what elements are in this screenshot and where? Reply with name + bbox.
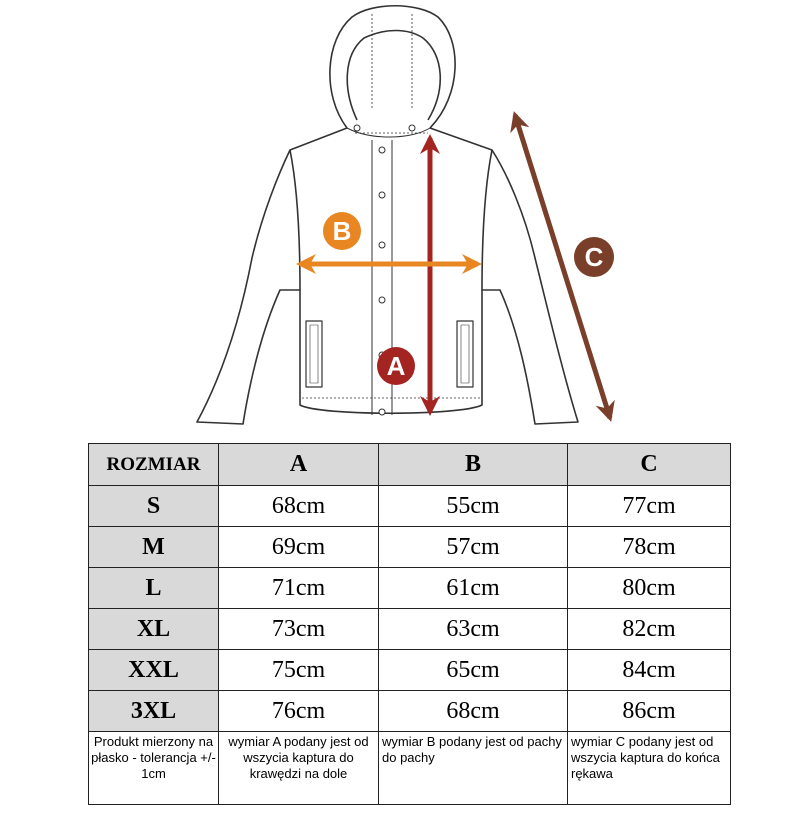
size-label: XXL: [89, 650, 219, 691]
header-c: C: [568, 444, 731, 486]
value-c: 84cm: [568, 650, 731, 691]
value-c: 80cm: [568, 568, 731, 609]
note-c: wymiar C podany jest od wszycia kaptura do końca rękawa: [568, 732, 731, 805]
value-b: 68cm: [379, 691, 568, 732]
size-label: 3XL: [89, 691, 219, 732]
size-label: M: [89, 527, 219, 568]
label-a-badge: [377, 347, 415, 385]
value-c: 78cm: [568, 527, 731, 568]
value-a: 71cm: [219, 568, 379, 609]
value-a: 68cm: [219, 486, 379, 527]
value-b: 61cm: [379, 568, 568, 609]
label-a-text: A: [386, 351, 406, 381]
size-table: [88, 443, 731, 805]
value-c: 82cm: [568, 609, 731, 650]
value-c: 86cm: [568, 691, 731, 732]
value-a: 75cm: [219, 650, 379, 691]
size-label: S: [89, 486, 219, 527]
header-a: A: [219, 444, 379, 486]
value-b: 65cm: [379, 650, 568, 691]
value-a: 69cm: [219, 527, 379, 568]
notes-row: [89, 732, 731, 805]
value-b: 63cm: [379, 609, 568, 650]
value-a: 76cm: [219, 691, 379, 732]
table-row: [89, 486, 731, 527]
value-a: 73cm: [219, 609, 379, 650]
label-c-text: C: [584, 242, 604, 272]
header-size: ROZMIAR: [89, 444, 219, 486]
note-general: Produkt mierzony na płasko - tolerancja +/- 1cm: [89, 732, 219, 805]
note-a: wymiar A podany jest od wszycia kaptura do krawędzi na dole: [219, 732, 379, 805]
label-c-badge: [574, 237, 614, 277]
table-row: [89, 527, 731, 568]
label-b-badge: [323, 212, 361, 250]
table-row: [89, 609, 731, 650]
table-row: [89, 650, 731, 691]
hood-inner: [347, 31, 440, 121]
size-label: XL: [89, 609, 219, 650]
size-label: L: [89, 568, 219, 609]
table-row: [89, 691, 731, 732]
label-b-text: B: [332, 216, 352, 246]
value-b: 57cm: [379, 527, 568, 568]
header-b: B: [379, 444, 568, 486]
value-b: 55cm: [379, 486, 568, 527]
table-header-row: [89, 444, 731, 486]
note-b: wymiar B podany jest od pachy do pachy: [379, 732, 568, 805]
value-c: 77cm: [568, 486, 731, 527]
table-row: [89, 568, 731, 609]
